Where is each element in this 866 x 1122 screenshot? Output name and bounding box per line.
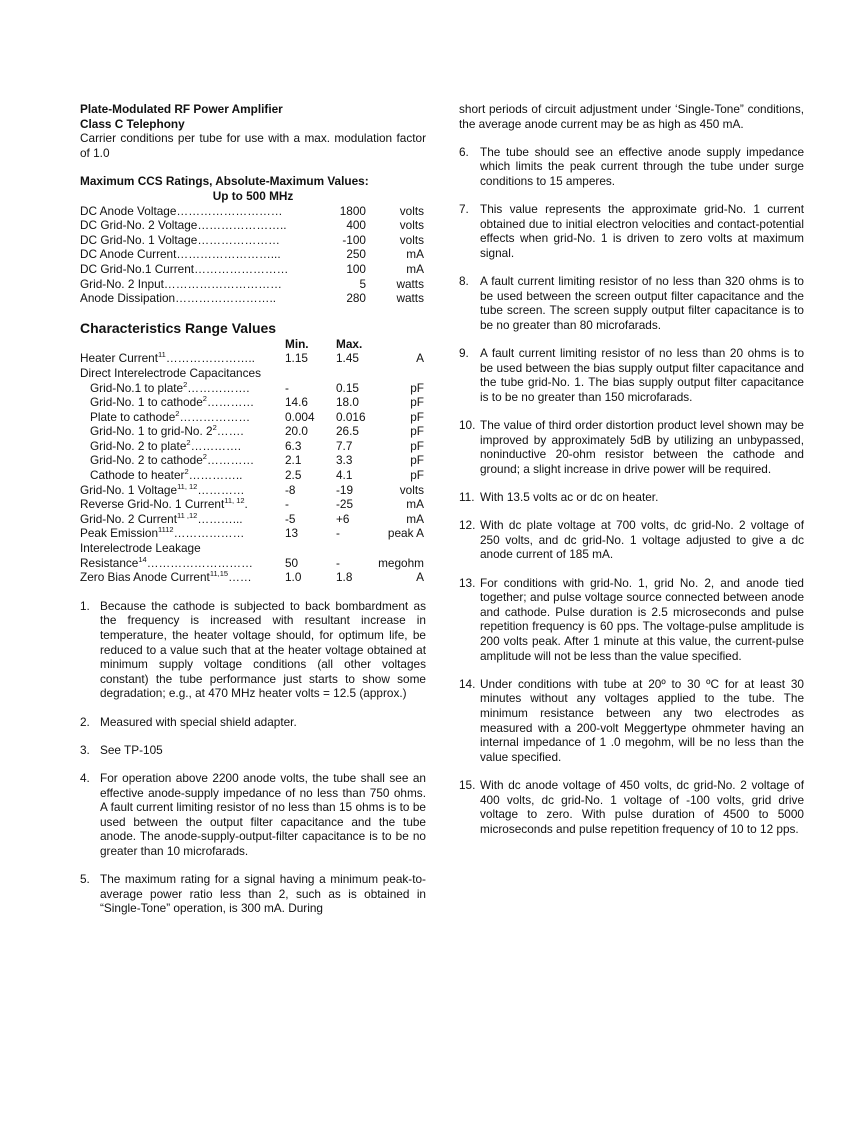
characteristic-name: Grid-No. 2 to plate <box>90 438 187 453</box>
footnote-ref: 2 <box>183 379 188 389</box>
characteristic-name: Zero Bias Anode Current <box>80 570 210 585</box>
characteristic-label <box>80 526 244 541</box>
characteristic-row <box>80 512 426 527</box>
characteristic-label <box>80 366 261 381</box>
note-number: 2. <box>80 714 90 729</box>
note-text: Because the cathode is subjected to back bombardment as the frequency is increased with resultant increase in temperature, the heater voltage should, for optimum life, be reduced to a value such that at the heater voltage obtained at minimum supply voltage conditions (all other voltages constant) the tube performance just starts to show some degradation; e.g., at 470 MHz heater volts = 12.5 (approx.) <box>100 598 426 701</box>
max-value: 0.15 <box>336 380 359 395</box>
notes-left-list <box>80 599 426 916</box>
note-item <box>459 418 804 476</box>
min-value: - <box>285 380 289 395</box>
rating-value: 1800 <box>339 203 366 218</box>
note-item <box>80 872 426 916</box>
characteristic-name: Grid-No.1 to plate <box>90 380 184 395</box>
characteristic-name: Grid-No. 2 Current <box>80 511 178 526</box>
right-column <box>459 102 804 850</box>
rating-row <box>80 233 426 248</box>
characteristic-row <box>80 570 426 585</box>
characteristic-name: Grid-No. 1 to cathode <box>90 395 203 410</box>
leader-dots: ………….. <box>188 468 243 483</box>
leader-dots: …… <box>228 570 252 585</box>
characteristic-row <box>80 526 426 541</box>
rating-label: DC Grid-No. 2 Voltage………………….. <box>80 218 287 233</box>
characteristic-row <box>80 497 426 512</box>
min-value: -5 <box>285 511 296 526</box>
footnote-ref: 11, 12 <box>224 496 245 506</box>
note-number: 14. <box>459 676 476 691</box>
rating-row <box>80 247 426 262</box>
unit-value: pF <box>410 453 424 468</box>
characteristics-title: Characteristics Range Values <box>80 319 277 336</box>
characteristic-row <box>80 381 426 396</box>
characteristic-label <box>90 381 250 396</box>
rating-value: 280 <box>346 291 366 306</box>
max-value: 7.7 <box>336 438 353 453</box>
characteristic-row <box>80 395 426 410</box>
characteristic-label <box>90 439 241 454</box>
characteristic-name: Grid-No. 1 to grid-No. 2 <box>90 424 213 439</box>
rating-row <box>80 204 426 219</box>
note-text: short periods of circuit adjustment under ‘Single-Tone” conditions, the average anode current may be as high as 450 mA. <box>459 102 804 131</box>
section-description: Carrier conditions per tube for use with a max. modulation factor of 1.0 <box>80 131 426 160</box>
unit-value: pF <box>410 395 424 410</box>
characteristic-row <box>80 439 426 454</box>
note-item <box>80 599 426 701</box>
note-number: 12. <box>459 518 476 533</box>
note-number: 7. <box>459 202 469 217</box>
characteristic-row <box>80 468 426 483</box>
footnote-ref: 2 <box>202 452 207 462</box>
unit-value: peak A <box>387 526 424 541</box>
section-subtitle: Class C Telephony <box>80 116 185 131</box>
unit-value: pF <box>410 438 424 453</box>
characteristics-header-row <box>80 337 426 352</box>
note-item <box>459 490 804 505</box>
unit-value: pF <box>410 409 424 424</box>
note-number: 11. <box>459 490 475 505</box>
characteristic-label <box>80 483 245 498</box>
note-number: 5. <box>80 872 90 887</box>
note-item <box>80 715 426 730</box>
note-item <box>459 677 804 765</box>
rating-label: DC Grid-No. 1 Voltage………………… <box>80 232 280 247</box>
characteristic-label <box>80 351 255 366</box>
characteristic-name: Direct Interelectrode Capacitances <box>80 365 261 380</box>
max-ratings-table <box>80 204 426 306</box>
rating-row <box>80 291 426 306</box>
min-value: 14.6 <box>285 395 308 410</box>
unit-value: A <box>416 570 424 585</box>
min-value: 6.3 <box>285 438 302 453</box>
note-item <box>459 274 804 332</box>
footnote-ref: 11 ,12 <box>177 510 198 520</box>
note-number: 6. <box>459 144 469 159</box>
max-value: 1.8 <box>336 570 353 585</box>
note-item <box>459 346 804 404</box>
footnote-ref: 11 <box>158 350 166 360</box>
characteristic-name: Cathode to heater <box>90 468 185 483</box>
leader-dots: ………… <box>206 395 255 410</box>
max-ratings-title: Maximum CCS Ratings, Absolute-Maximum Values: <box>80 174 369 189</box>
note-number: 15. <box>459 777 476 792</box>
note-text: Measured with special shield adapter. <box>100 714 297 729</box>
note-item <box>459 202 804 260</box>
note-number: 3. <box>80 742 90 757</box>
note-number: 13. <box>459 575 476 590</box>
characteristic-name: Interelectrode Leakage <box>80 541 201 556</box>
leader-dots: ……. <box>216 424 244 439</box>
note-text: This value represents the approximate grid-No. 1 current obtained due to initial electron velocities and contact-potential effects when grid-No. 1 is driven to zero volts at maximum signal. <box>480 202 804 260</box>
characteristic-row <box>80 483 426 498</box>
footnote-ref: 2 <box>186 437 191 447</box>
note-item <box>80 743 426 758</box>
characteristic-row <box>80 453 426 468</box>
footnote-ref: 2 <box>202 394 207 404</box>
unit-value: mA <box>406 497 424 512</box>
min-value: 20.0 <box>285 424 308 439</box>
characteristic-row <box>80 410 426 425</box>
note-item <box>459 576 804 664</box>
rating-unit: volts <box>399 232 424 247</box>
characteristic-label <box>80 570 252 585</box>
rating-value: 5 <box>359 276 366 291</box>
characteristic-name: Resistance <box>80 555 139 570</box>
unit-value: mA <box>406 511 424 526</box>
note-number: 1. <box>80 598 90 613</box>
max-value: 26.5 <box>336 424 359 439</box>
rating-unit: watts <box>396 276 424 291</box>
rating-label: DC Anode Voltage……………………… <box>80 203 283 218</box>
note-text: With dc anode voltage of 450 volts, dc grid-No. 2 voltage of 400 volts, dc grid-No. 1 voltage of -100 volts, grid drive voltage to zero. With pulse duration of 4500 to 5000 microseconds and pulse repetition frequency of 10 to 12 pps. <box>480 777 804 836</box>
note-text: A fault current limiting resistor of no less than 320 ohms is to be used between the screen output filter capacitance and the tube screen. The screen supply output filter capacitance is to be no greater than 80 microfarads. <box>480 274 804 332</box>
leader-dots: ………... <box>197 511 243 526</box>
characteristic-label <box>80 512 243 527</box>
characteristic-row <box>80 351 426 366</box>
max-value: - <box>336 555 340 570</box>
max-value: 3.3 <box>336 453 353 468</box>
leader-dots: ……………… <box>179 409 251 424</box>
note-text: For conditions with grid-No. 1, grid No. 2, and anode tied together; and pulse voltage source connected between anode and cathode. Pulse duration is 2.5 microseconds and pulse repetition frequency is 60 pps. The voltage-pulse amplitude is 200 volts peak. After 1 minute at this value, the current-pulse amplitude will not be less than the value specified. <box>480 575 804 663</box>
characteristic-name: Reverse Grid-No. 1 Current <box>80 497 225 512</box>
characteristic-name: Grid-No. 1 Voltage <box>80 482 178 497</box>
characteristic-name: Plate to cathode <box>90 409 176 424</box>
characteristic-row <box>80 556 426 571</box>
footnote-ref: 2 <box>184 467 189 477</box>
min-value: 2.1 <box>285 453 302 468</box>
characteristics-table <box>80 351 426 585</box>
note-item <box>459 518 804 562</box>
note-text: With dc plate voltage at 700 volts, dc grid-No. 2 voltage of 250 volts, and dc grid-No. 1 voltage adjusted to give a dc anode current of 185 mA. <box>480 518 804 562</box>
note-text: See TP-105 <box>100 742 163 757</box>
footnote-ref: 2 <box>212 423 217 433</box>
max-value: 18.0 <box>336 395 359 410</box>
max-column-header: Max. <box>336 336 363 351</box>
leader-dots: ……………… <box>173 526 245 541</box>
footnote-ref: 1112 <box>158 525 174 535</box>
note-item <box>80 771 426 859</box>
rating-row <box>80 277 426 292</box>
characteristic-name: Heater Current <box>80 351 159 366</box>
min-column-header: Min. <box>285 336 309 351</box>
rating-value: 250 <box>346 247 366 262</box>
rating-label: Anode Dissipation…………………….. <box>80 291 277 306</box>
unit-value: A <box>416 351 424 366</box>
note-item <box>459 778 804 836</box>
note-number: 4. <box>80 770 90 785</box>
unit-value: megohm <box>378 555 424 570</box>
max-value: -19 <box>336 482 354 497</box>
note-number: 9. <box>459 346 469 361</box>
leader-dots: . <box>244 497 248 512</box>
rating-label: DC Grid-No.1 Current…………………… <box>80 261 289 276</box>
min-value: -8 <box>285 482 296 497</box>
max-value: -25 <box>336 497 354 512</box>
characteristic-label <box>80 556 253 571</box>
characteristic-label <box>90 453 254 468</box>
characteristic-label <box>90 410 250 425</box>
footnote-ref: 11,15 <box>209 569 229 579</box>
note-text: A fault current limiting resistor of no less than 20 ohms is to be used between the bias supply output filter capacitance and the tube grid-No. 1. The bias supply output filter capacitance is to be no greater than 150 microfarads. <box>480 346 804 404</box>
leader-dots: ……………. <box>187 380 250 395</box>
note-text: The value of third order distortion product level shown may be improved by approximately 5dB by utilizing an unbypassed, noninductive 20-ohm resistor between the cathode and ground; a slight increase in drive power will be required. <box>480 418 804 476</box>
note-text: The maximum rating for a signal having a minimum peak-to-average power ratio less than 2, such as is obtained in “Single-Tone” operation, is 300 mA. During <box>100 872 426 916</box>
min-value: 1.15 <box>285 351 308 366</box>
min-value: 2.5 <box>285 468 302 483</box>
rating-unit: watts <box>396 291 424 306</box>
rating-row <box>80 262 426 277</box>
rating-unit: mA <box>406 247 424 262</box>
characteristic-label <box>80 541 201 556</box>
note-text: The tube should see an effective anode supply impedance which limits the peak current through the tube under surge conditions to 15 amperes. <box>480 144 804 188</box>
rating-unit: volts <box>399 218 424 233</box>
note-text: For operation above 2200 anode volts, the tube shall see an effective anode-supply impedance of no less than 750 ohms. A fault current limiting resistor of no less than 15 ohms is to be used between the output filter capacitance and the tube anode. The anode-supply-output-filter capacitance is to be no greater than 10 microfarads. <box>100 770 426 858</box>
rating-value: 100 <box>346 261 366 276</box>
characteristic-row <box>80 541 426 556</box>
characteristic-label <box>80 497 248 512</box>
leader-dots: …………. <box>190 438 242 453</box>
min-value: 50 <box>285 555 299 570</box>
rating-value: -100 <box>342 232 366 247</box>
left-column <box>80 102 426 929</box>
unit-value: volts <box>399 482 424 497</box>
rating-unit: mA <box>406 261 424 276</box>
leader-dots: ……………………… <box>146 555 253 570</box>
notes-right-list <box>459 145 804 837</box>
max-ratings-subtitle: Up to 500 MHz <box>212 188 294 203</box>
characteristic-name: Peak Emission <box>80 526 159 541</box>
leader-dots: ………… <box>197 482 245 497</box>
note-text: With 13.5 volts ac or dc on heater. <box>480 490 659 505</box>
min-value: 0.004 <box>285 409 315 424</box>
section-title: Plate-Modulated RF Power Amplifier <box>80 102 283 116</box>
footnote-ref: 2 <box>175 408 180 418</box>
min-value: 1.0 <box>285 570 302 585</box>
max-value: 4.1 <box>336 468 353 483</box>
min-value: 13 <box>285 526 299 541</box>
rating-unit: volts <box>399 203 424 218</box>
footnote-ref: 14 <box>138 554 147 564</box>
leader-dots: ………… <box>206 453 255 468</box>
min-value: - <box>285 497 289 512</box>
max-value: 0.016 <box>336 409 366 424</box>
characteristic-row <box>80 424 426 439</box>
max-value: +6 <box>336 511 350 526</box>
leader-dots: ………………….. <box>165 351 255 366</box>
rating-value: 400 <box>346 218 366 233</box>
note-item <box>459 145 804 189</box>
max-value: 1.45 <box>336 351 359 366</box>
note-5-continued <box>459 102 804 131</box>
max-value: - <box>336 526 340 541</box>
note-number: 10. <box>459 418 476 433</box>
rating-label: Grid-No. 2 Input………………………… <box>80 276 282 291</box>
characteristic-label <box>90 468 242 483</box>
note-number: 8. <box>459 274 469 289</box>
unit-value: pF <box>410 468 424 483</box>
unit-value: pF <box>410 424 424 439</box>
characteristic-name: Grid-No. 2 to cathode <box>90 453 203 468</box>
note-text: Under conditions with tube at 20º to 30 ºC for at least 30 minutes without any voltages applied to the tube. The minimum resistance between any two electrodes as measured with a 200-volt Meggertype ohmmeter having an internal impedance of 1 .0 megohm, will be no less than the value specified. <box>480 676 804 764</box>
characteristic-label <box>90 395 254 410</box>
characteristic-row <box>80 366 426 381</box>
rating-row <box>80 218 426 233</box>
rating-label: DC Anode Current……………………... <box>80 247 281 262</box>
unit-value: pF <box>410 380 424 395</box>
characteristic-label <box>90 424 244 439</box>
footnote-ref: 11, 12 <box>177 481 198 491</box>
